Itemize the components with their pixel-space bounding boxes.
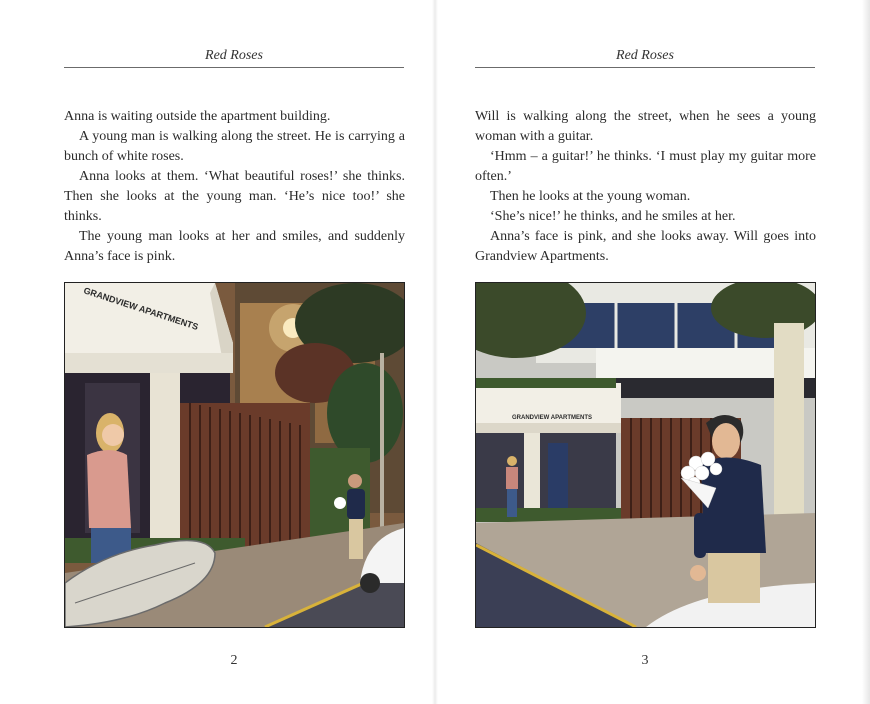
illustration-anna-street	[64, 282, 405, 628]
page-number: 2	[230, 653, 238, 668]
illustration-will-street	[475, 282, 816, 628]
paragraph: Then he looks at the young woman.	[490, 189, 691, 204]
paragraph: Anna is waiting outside the apartment building.	[64, 109, 331, 124]
paragraph: Will is walking along the street, when he sees a young woman with a guitar.	[475, 109, 816, 144]
running-head: Red Roses	[205, 48, 263, 63]
paragraph: ‘Hmm – a guitar!’ he thinks. ‘I must play my guitar more often.’	[475, 149, 816, 184]
building-sign-text: GRANDVIEW APARTMENTS	[512, 415, 592, 421]
building-sign-text: GRANDVIEW APARTMENTS	[82, 285, 200, 332]
paragraph: A young man is walking along the street. He is carrying a bunch of white roses.	[64, 129, 405, 164]
header-rule	[475, 67, 815, 68]
right-page	[435, 0, 870, 704]
page-number: 3	[641, 653, 649, 668]
paragraph: Anna’s face is pink, and she looks away. Will goes into Grandview Apartments.	[475, 229, 816, 264]
story-text	[475, 107, 816, 267]
paragraph: Anna looks at them. ‘What beautiful roses!’ she thinks. Then she looks at the young man. ‘He’s nice too!’ she thinks.	[64, 169, 405, 224]
header-rule	[64, 67, 404, 68]
paragraph: The young man looks at her and smiles, and suddenly Anna’s face is pink.	[64, 229, 405, 264]
running-head: Red Roses	[616, 48, 674, 63]
paragraph: ‘She’s nice!’ he thinks, and he smiles at her.	[490, 209, 736, 224]
story-text	[64, 107, 405, 267]
